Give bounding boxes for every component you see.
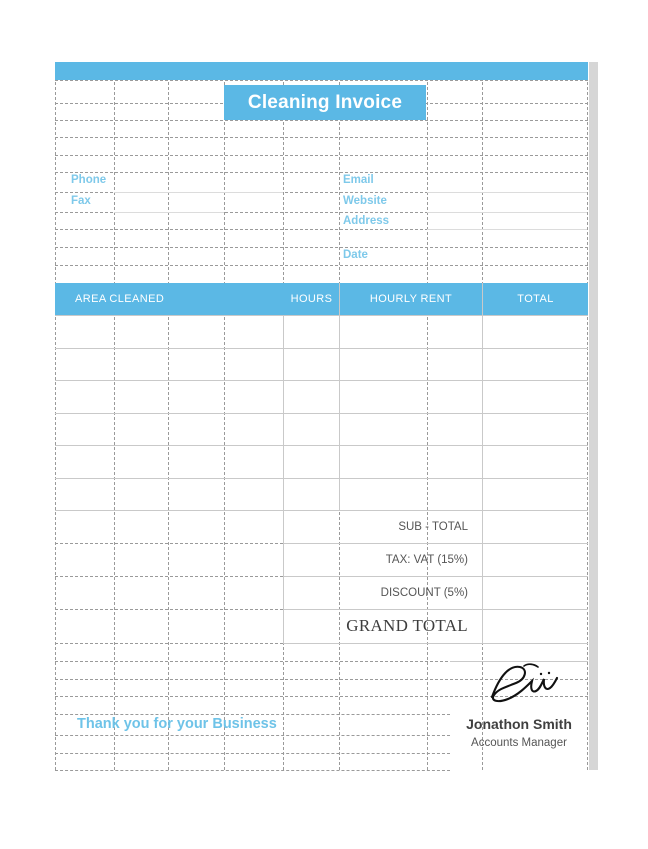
table-column-rule	[482, 283, 483, 510]
website-label: Website	[343, 195, 387, 207]
grid-row-line	[55, 265, 588, 266]
tax-label: TAX: VAT (15%)	[385, 554, 468, 566]
table-row-rule	[55, 380, 588, 381]
grid-column-line	[55, 62, 56, 770]
thank-you-message: Thank you for your Business	[77, 716, 277, 732]
grid-column-line	[587, 62, 588, 770]
table-header-area-cleaned: AREA CLEANED	[55, 283, 303, 315]
subtotal-label: SUB - TOTAL	[398, 521, 468, 533]
grid-column-line	[427, 62, 428, 770]
phone-label: Phone	[71, 174, 107, 186]
grid-column-line	[168, 62, 169, 770]
grid-row-line	[55, 753, 450, 754]
totals-rule	[283, 510, 284, 643]
signature-name: Jonathon Smith	[466, 716, 572, 732]
invoice-sheet	[55, 62, 588, 770]
email-label: Email	[343, 174, 374, 186]
table-header-hours: HOURS	[284, 283, 339, 315]
website-input-rule[interactable]	[427, 212, 587, 213]
fax-input-rule[interactable]	[114, 212, 224, 213]
grid-row-line	[55, 735, 450, 736]
discount-value[interactable]	[483, 577, 587, 609]
address-input-rule[interactable]	[427, 229, 587, 230]
address-label: Address	[343, 215, 390, 227]
table-row-rule	[55, 478, 588, 479]
fax-label: Fax	[71, 195, 91, 207]
grid-row-line	[55, 137, 588, 138]
grid-row-line	[55, 155, 588, 156]
totals-rule	[283, 643, 588, 644]
table-row-rule	[55, 445, 588, 446]
date-label: Date	[343, 249, 368, 261]
vertical-scrollbar[interactable]	[589, 62, 598, 770]
discount-label: DISCOUNT (5%)	[380, 587, 468, 599]
table-row-rule	[55, 348, 588, 349]
grid-row-line	[55, 247, 588, 248]
signature-role: Accounts Manager	[471, 737, 567, 749]
grid-row-line	[55, 770, 450, 771]
grid-row-line	[55, 172, 588, 173]
grid-column-line	[114, 62, 115, 770]
table-column-rule	[339, 283, 340, 510]
table-column-rule	[283, 283, 284, 510]
grid-row-line	[55, 80, 588, 81]
grid-row-line	[55, 120, 588, 121]
table-header-hourly-rent: HOURLY RENT	[340, 283, 482, 315]
phone-input-rule[interactable]	[114, 192, 283, 193]
top-accent-band	[55, 62, 588, 80]
invoice-title-banner: Cleaning Invoice	[224, 85, 426, 120]
table-header-total: TOTAL	[483, 283, 588, 315]
grand-total-label: GRAND TOTAL	[346, 616, 468, 635]
signature-eric-icon	[480, 661, 560, 706]
tax-value[interactable]	[483, 544, 587, 576]
grid-column-line	[224, 62, 225, 770]
table-row-rule	[55, 413, 588, 414]
email-input-rule[interactable]	[427, 192, 587, 193]
grid-row-line	[55, 714, 450, 715]
table-row-rule	[55, 315, 588, 316]
subtotal-value[interactable]	[483, 511, 587, 543]
grand-total-value[interactable]	[483, 610, 587, 643]
